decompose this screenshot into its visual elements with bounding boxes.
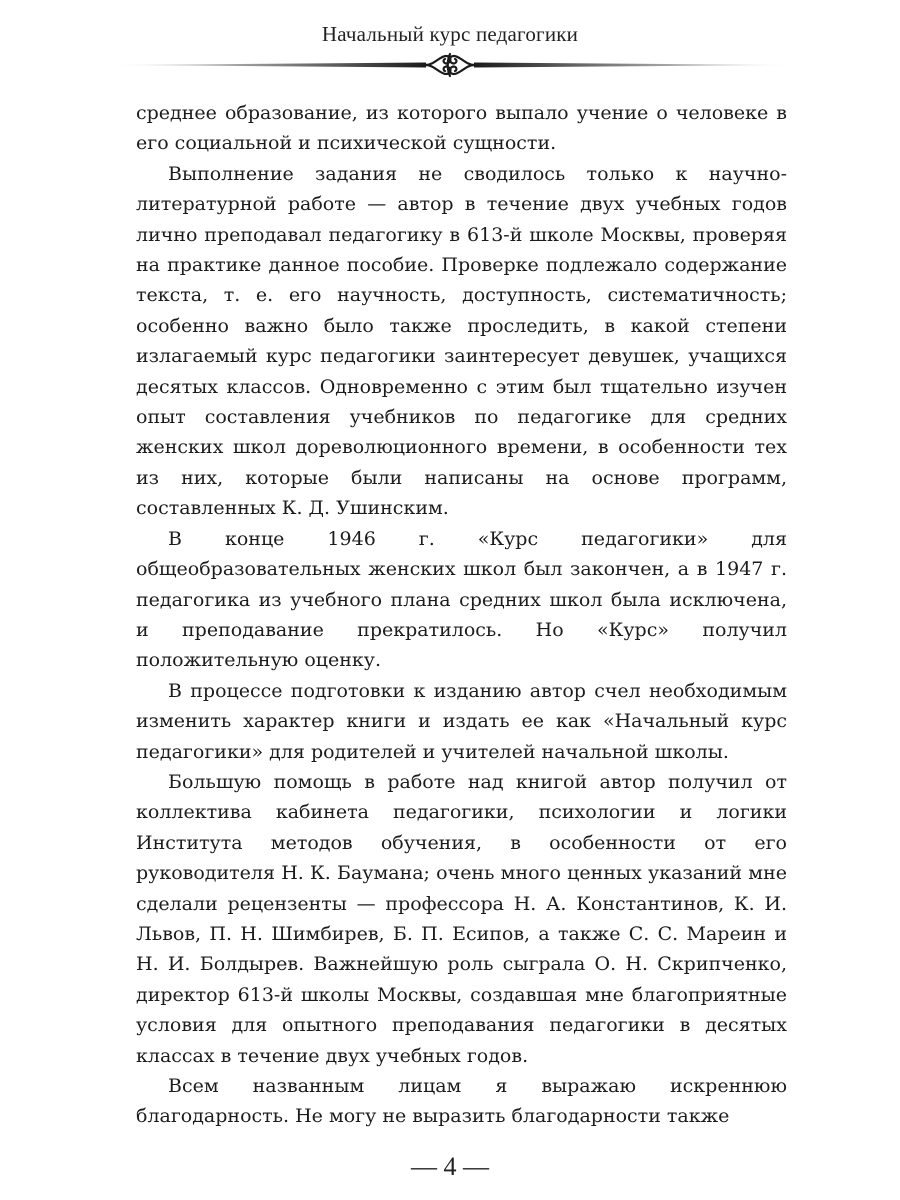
paragraph: Большую помощь в работе над книгой автор получил от коллектива кабинета педагогики, психологии и логики Института методов обучения, в особенности от его руководителя Н. К. Баумана; очень много ценных указаний мне сделали рецензенты — профессора Н. А. Константинов, К. И. Львов, П. Н. Шимбирев, Б. П. Есипов, а также С. С. Мареин и Н. И. Болдырев. Важнейшую роль сыграла О. Н. Скрипченко, директор 613-й школы Москвы, создавшая мне благоприятные условия для опытного преподавания педагогики в десятых классах в течение двух учебных годов. xyxy=(136,770,787,1067)
running-head-title: Начальный курс педагогики xyxy=(321,22,579,46)
body-text xyxy=(136,98,787,1132)
paragraph-continuation: среднее образование, из которого выпало учение о человеке в его социальной и психической сущности. xyxy=(136,102,787,155)
paragraph: Выполнение задания не сводилось только к научно-литературной работе — автор в течение двух учебных годов лично преподавал педагогику в 613-й школе Москвы, проверяя на практике данное пособие. Проверке подлежало содержание текста, т. е. его научность, доступность, систематичность; особенно важно было также проследить, в какой степени излагаемый курс педагогики заинтересует девушек, учащихся десятых классов. Одновременно с этим был тщательно изучен опыт составления учебников по педагогике для средних женских школ дореволюционного времени, в особенности тех из них, которые были написаны на основе программ, составленных К. Д. Ушинским. xyxy=(136,162,787,520)
paragraph: Всем названным лицам я выражаю искреннюю благодарность. Не могу не выразить благодарности также xyxy=(136,1075,787,1128)
paragraph: В конце 1946 г. «Курс педагогики» для общеобразовательных женских школ был закончен, а в 1947 г. педагогика из учебного плана средних школ была исключена, и преподавание прекратилось. Но «Курс» получил положительную оценку. xyxy=(136,527,787,672)
page-number: — 4 — xyxy=(411,1152,489,1181)
scroll-divider-icon xyxy=(108,50,792,80)
paragraph: В процессе подготовки к изданию автор счел необходимым изменить характер книги и издать ее как «Начальный курс педагогики» для родителей и учителей начальной школы. xyxy=(136,679,787,763)
